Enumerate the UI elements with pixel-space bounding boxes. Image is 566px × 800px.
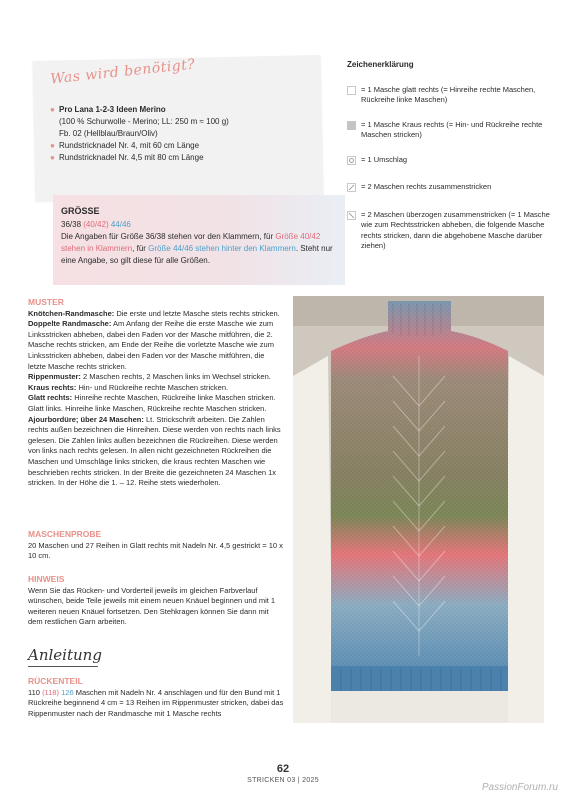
term: Glatt rechts: xyxy=(28,393,73,403)
materials-list xyxy=(50,104,310,164)
hinweis-heading: HINWEIS xyxy=(28,574,65,584)
needle-1: Rundstricknadel Nr. 4, mit 60 cm Länge xyxy=(59,141,200,150)
instruction-text: Maschen mit Nadeln Nr. 4 anschlagen und für den Bund mit 1 Rückreihe beginnend 4 cm = 13 Reihen im Rippenmuster stricken, dabei das Rippenmuster nach der Randmasche mit 1 Masche rechts xyxy=(28,687,284,718)
bullet-icon: ● xyxy=(50,141,55,150)
size-base: 36/38 xyxy=(61,220,82,229)
materials-item xyxy=(50,104,310,140)
definition: Lt. Strickschrift arbeiten. Die Zahlen rechts außen bezeichnen die Hinreihen. Diese werden von rechts nach links gelesen. Die Zahlen links außen bezeichnen die Rückreihen. Diese werden von links nach rechts gelesen. In allen nicht gezeichneten Rückreihen die Maschen und Umschläge links stricken, die kraus rechten Maschen wie beschrieben rechts stricken. In der Breite die gezeichneten 24 Maschen 1x stricken. In der Höhe die 1. – 12. Reihe stets wiederholen. xyxy=(28,414,281,488)
legend-text: = 1 Masche Kraus rechts (= Hin- und Rückreihe rechte Maschen stricken) xyxy=(361,119,543,139)
circle-icon xyxy=(347,156,356,165)
maschenprobe-section xyxy=(28,529,284,562)
term: Doppelte Randmasche: xyxy=(28,319,112,329)
rueckenteil-text xyxy=(28,688,284,720)
page-number: 62 xyxy=(276,763,290,775)
muster-paragraph xyxy=(28,309,284,320)
maschenprobe-heading: MASCHENPROBE xyxy=(28,529,102,539)
yarn-name: Pro Lana 1-2-3 Ideen Merino xyxy=(59,105,166,114)
definition: Hin- und Rückreihe rechte Maschen stricken. xyxy=(76,382,229,392)
materials-item xyxy=(50,140,310,152)
maschenprobe-text: 20 Maschen und 27 Reihen in Glatt rechts mit Nadeln Nr. 4,5 gestrickt = 10 x 10 cm. xyxy=(28,540,283,561)
term: Kraus rechts: xyxy=(28,382,77,392)
hinweis-text: Wenn Sie das Rücken- und Vorderteil jeweils im gleichen Farbverlauf wünschen, beide Teile jeweils mit einem neuen Knäuel beginnen und mit 1 weiteren neuen Knäuel fortsetzen. Den Stehkragen können Sie dann mit dem restlichen Garn arbeiten. xyxy=(28,585,276,627)
count-pink: (118) xyxy=(42,687,60,697)
term: Knötchen-Randmasche: xyxy=(28,308,115,318)
materials-heading: Was wird benötigt? xyxy=(49,56,197,88)
size-text-2: , für xyxy=(132,244,146,253)
symbol-legend xyxy=(347,60,552,252)
hinweis-section xyxy=(28,574,284,628)
legend-text: = 2 Maschen rechts zusammenstricken xyxy=(361,182,492,191)
count-base: 110 xyxy=(28,687,40,697)
bullet-icon: ● xyxy=(50,153,55,162)
definition: Hinreihe rechte Maschen, Rückreihe linke Maschen stricken. Glatt links. Hinreihe linke Maschen, Rückreihe rechte Maschen stricken. xyxy=(28,393,276,413)
anleitung-heading: Anleitung xyxy=(28,646,102,664)
size-text-pink: Größe 40/42 stehen in Klammern xyxy=(61,232,321,253)
muster-paragraph xyxy=(28,319,284,372)
size-box xyxy=(53,195,345,285)
muster-paragraph xyxy=(28,383,284,394)
count-blue: 126 xyxy=(61,687,74,697)
term: Rippenmuster: xyxy=(28,372,81,382)
definition: Die erste und letzte Masche stets rechts stricken. xyxy=(114,308,280,318)
definition: 2 Maschen rechts, 2 Maschen links im Wechsel stricken. xyxy=(80,372,271,382)
materials-item xyxy=(50,152,310,164)
legend-row xyxy=(347,85,552,106)
size-pink: (40/42) xyxy=(83,220,109,229)
legend-row xyxy=(347,120,552,141)
slash-right-icon xyxy=(347,183,356,192)
yarn-color: Fb. 02 (Hellblau/Braun/Oliv) xyxy=(59,129,158,138)
muster-section xyxy=(28,297,284,489)
filled-square-icon xyxy=(347,121,356,130)
legend-row xyxy=(347,155,552,166)
legend-row xyxy=(347,182,552,193)
muster-paragraph xyxy=(28,372,284,383)
bullet-icon: ● xyxy=(50,105,55,114)
legend-text: = 1 Masche glatt rechts (= Hinreihe rechte Maschen, Rückreihe linke Maschen) xyxy=(361,84,536,104)
size-text-1: Die Angaben für Größe 36/38 stehen vor den Klammern, für xyxy=(61,232,274,241)
muster-heading: MUSTER xyxy=(28,297,64,307)
magazine-issue: STRICKEN 03 | 2025 xyxy=(247,777,319,784)
term: Ajourbordüre; über 24 Maschen: xyxy=(28,414,144,424)
legend-text: = 2 Maschen überzogen zusammenstricken (= 1 Masche wie zum Rechtsstricken abheben, die folgende Masche rechts stricken, dann die abgehobene Masche darüber ziehen) xyxy=(361,209,550,250)
rueckenteil-heading: RÜCKENTEIL xyxy=(28,676,83,686)
legend-text: = 1 Umschlag xyxy=(361,154,408,164)
size-text-blue: Größe 44/46 stehen hinter den Klammern xyxy=(148,244,296,253)
size-values xyxy=(61,219,337,231)
muster-paragraph xyxy=(28,415,284,489)
needle-2: Rundstricknadel Nr. 4,5 mit 80 cm Länge xyxy=(59,153,204,162)
muster-paragraph xyxy=(28,393,284,414)
slash-left-icon xyxy=(347,211,356,220)
legend-title: Zeichenerklärung xyxy=(347,60,414,69)
sweater-illustration xyxy=(293,296,544,723)
watermark: PassionForum.ru xyxy=(481,782,558,793)
yarn-composition: (100 % Schurwolle - Merino; LL: 250 m ≈ 100 g) xyxy=(59,117,229,126)
size-explanation xyxy=(61,231,337,267)
legend-row xyxy=(347,210,552,252)
sweater-photo xyxy=(293,296,544,723)
definition: Am Anfang der Reihe die erste Masche wie zum Linksstricken abheben, dabei den Faden vor der Masche mitführen, die 2. Masche rechts stricken, am Ende der Reihe die vorletzte Masche wie zum Linksstricken abheben, dabei den Faden vor der Masche mitführen, die letzte Masche rechts stricken. xyxy=(28,319,274,371)
heading-underline xyxy=(28,666,98,667)
empty-square-icon xyxy=(347,86,356,95)
size-blue: 44/46 xyxy=(110,220,131,229)
size-title: GRÖSSE xyxy=(61,206,100,216)
size-text-3: . Steht nur eine Angabe, so gilt diese für alle Größen. xyxy=(61,244,333,265)
rueckenteil-section xyxy=(28,676,284,719)
